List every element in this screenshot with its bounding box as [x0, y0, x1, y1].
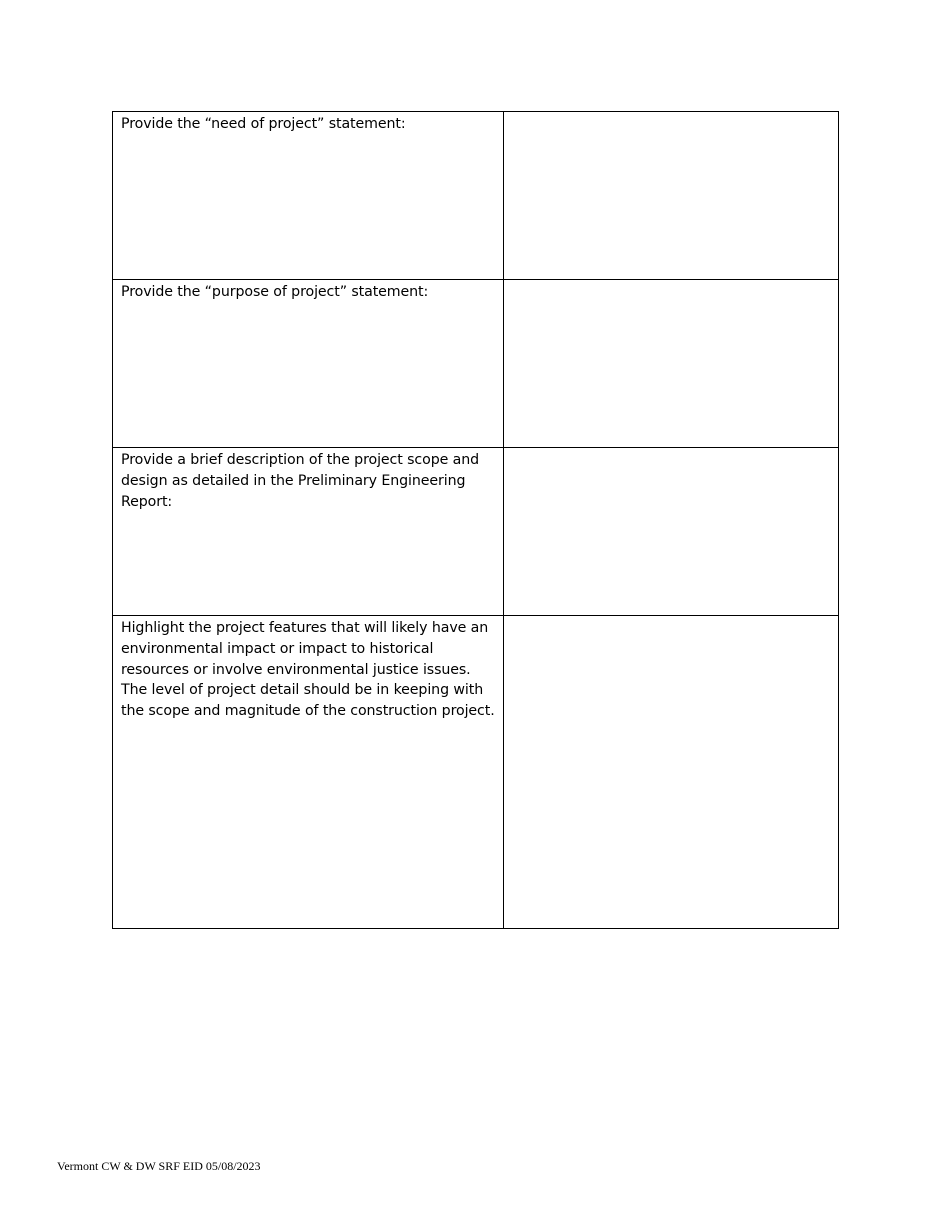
- page-footer: Vermont CW & DW SRF EID 05/08/2023: [57, 1159, 261, 1173]
- prompt-cell-project-scope: [113, 448, 504, 616]
- project-scope-label: Provide a brief description of the project scope and design as detailed in the Preliminary Engineering Report:: [121, 452, 480, 510]
- table-row-purpose-of-project: [113, 280, 839, 448]
- environmental-impact-response-field[interactable]: [504, 616, 839, 929]
- prompt-cell-purpose-of-project: [113, 280, 504, 448]
- prompt-cell-environmental-impact: [113, 616, 504, 929]
- need-of-project-label: Provide the “need of project” statement:: [121, 116, 406, 132]
- environmental-impact-label: Highlight the project features that will likely have an environmental impact or impact to historical resources or involve environmental justice issues. The level of project detail should be in keeping with the scope and magnitude of the construction project.: [121, 620, 495, 720]
- purpose-of-project-response-field[interactable]: [504, 280, 839, 448]
- purpose-of-project-label: Provide the “purpose of project” statement:: [121, 284, 429, 300]
- project-scope-response-field[interactable]: [504, 448, 839, 616]
- table-row-project-scope: [113, 448, 839, 616]
- need-of-project-response-field[interactable]: [504, 112, 839, 280]
- project-statement-table: [112, 111, 839, 929]
- prompt-cell-need-of-project: [113, 112, 504, 280]
- table-row-need-of-project: [113, 112, 839, 280]
- table-row-environmental-impact: [113, 616, 839, 929]
